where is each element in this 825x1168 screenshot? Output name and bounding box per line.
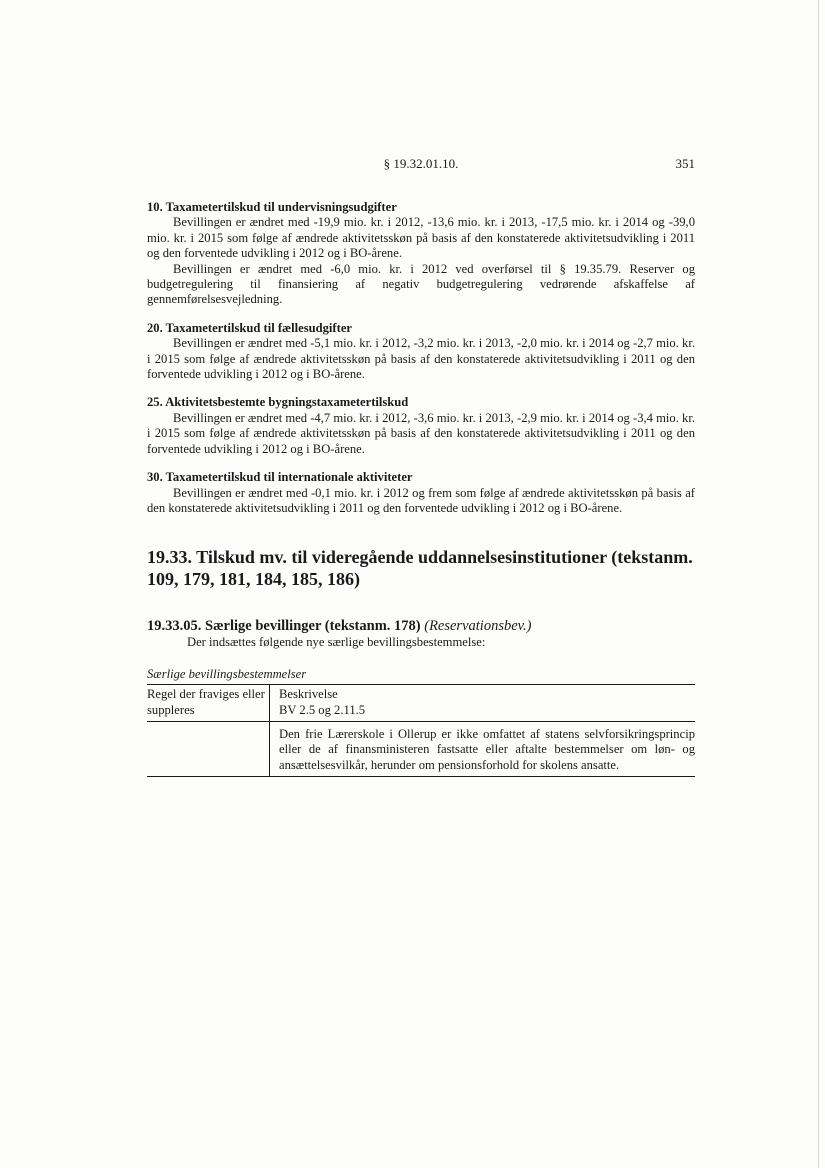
main-section-heading: 19.33. Tilskud mv. til videregående uddannelsesinstitutioner (tekstanm. 109, 179, 181, 184, 185, 186) (147, 547, 693, 590)
description-label: Beskrivelse (279, 687, 338, 702)
item-30 (147, 470, 695, 516)
table-header-description (270, 685, 696, 722)
item-heading: 30. Taxametertilskud til internationale aktiviteter (147, 470, 413, 485)
item-heading: 10. Taxametertilskud til undervisningsudgifter (147, 200, 397, 214)
page-header (147, 156, 695, 174)
page-content (147, 200, 695, 777)
item-heading: 20. Taxametertilskud til fællesudgifter (147, 320, 352, 335)
item-10 (147, 200, 695, 308)
subsection-title: 19.33.05. Særlige bevillinger (tekstanm. 178) (147, 618, 421, 635)
table-caption: Særlige bevillingsbestemmelser (147, 666, 307, 681)
item-paragraph: Bevillingen er ændret med -6,0 mio. kr. i 2012 ved overførsel til § 19.35.79. Reserver og budgetregulering til finansiering af negativ budgetregulering vedrørende afskaffelse af gennemførelsesvejledning. (147, 261, 695, 307)
table-header-rule: Regel der fraviges eller suppleres (147, 685, 270, 722)
special-provisions-table (147, 684, 695, 777)
item-heading: 25. Aktivitetsbestemte bygningstaxametertilskud (147, 395, 409, 410)
item-25 (147, 395, 695, 457)
table-cell-rule (147, 721, 270, 776)
page-number: 351 (675, 156, 695, 171)
table-cell-description: Den frie Lærerskole i Ollerup er ikke omfattet af statens selvforsikringsprincip eller de af finansministeren fastsatte eller aftalte bestemmelser om løn- og ansættelsesvilkår, herunder om pensionsforhold for skolens ansatte. (279, 726, 695, 772)
item-paragraph: Bevillingen er ændret med -4,7 mio. kr. i 2012, -3,6 mio. kr. i 2013, -2,9 mio. kr. i 2014 og -3,4 mio. kr. i 2015 som følge af ændrede aktivitetsskøn på basis af den konstaterede aktivitetsudvikling i 2011 og den forventede udvikling i 2012 og i BO-årene. (147, 410, 695, 456)
subsection-heading (147, 618, 695, 635)
item-paragraph: Bevillingen er ændret med -19,9 mio. kr. i 2012, -13,6 mio. kr. i 2013, -17,5 mio. kr. i 2014 og -39,0 mio. kr. i 2015 som følge af ændrede aktivitetsskøn på basis af den konstaterede aktivitetsudvikling i 2011 og den forventede udvikling i 2012 og i BO-årene. (147, 215, 695, 261)
reservation-label: (Reservationsbev.) (424, 618, 532, 635)
intro-line: Der indsættes følgende nye særlige bevillingsbestemmelse: (187, 635, 486, 650)
rule-reference: BV 2.5 og 2.11.5 (279, 702, 366, 717)
table-header-row (147, 685, 695, 722)
item-paragraph: Bevillingen er ændret med -0,1 mio. kr. i 2012 og frem som følge af ændrede aktivitetsskøn på basis af den konstaterede aktivitetsudvikling i 2011 og den forventede udvikling i 2012 og i BO-årene. (147, 485, 695, 515)
item-20 (147, 321, 695, 383)
item-paragraph: Bevillingen er ændret med -5,1 mio. kr. i 2012, -3,2 mio. kr. i 2013, -2,0 mio. kr. i 2014 og -2,7 mio. kr. i 2015 som følge af ændrede aktivitetsskøn på basis af den konstaterede aktivitetsudvikling i 2011 og den forventede udvikling i 2012 og i BO-årene. (147, 336, 695, 382)
page-edge (818, 0, 819, 1168)
table-row (147, 721, 695, 776)
section-reference: § 19.32.01.10. (383, 156, 459, 171)
